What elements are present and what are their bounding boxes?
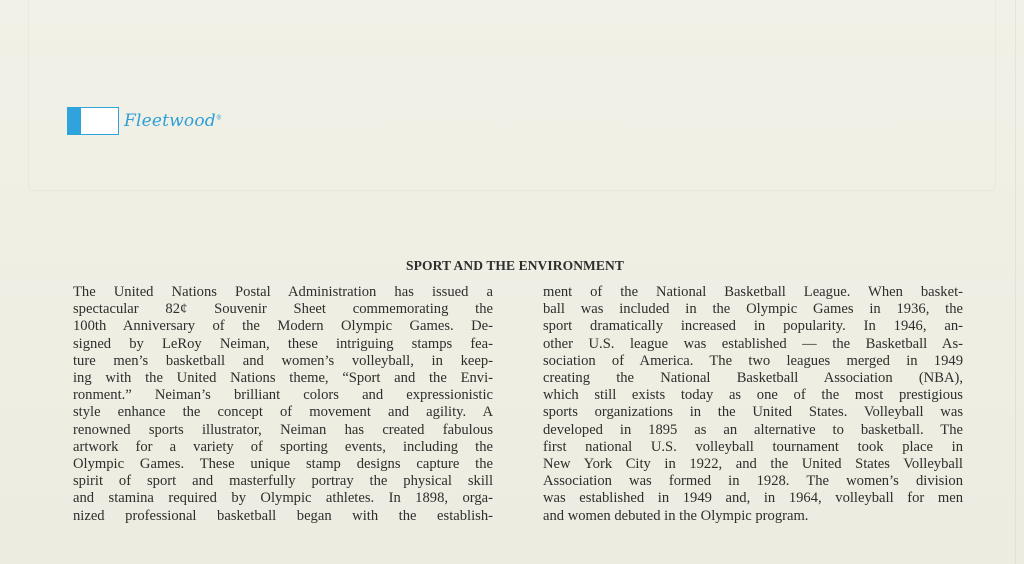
article-line: signed by LeRoy Neiman, these intriguing stamps fea- [73, 335, 493, 352]
article-line: ball was included in the Olympic Games in 1936, the [543, 301, 963, 318]
article-line: artwork for a variety of sporting events, including the [73, 438, 493, 455]
article-line: renowned sports illustrator, Neiman has created fabulous [73, 421, 493, 438]
article-line: ment of the National Basketball League. When basket- [543, 284, 963, 300]
article-line: nized professional basketball began with the establish- [73, 507, 493, 524]
article-line: developed in 1895 as an alternative to basketball. The [543, 421, 963, 438]
article-line: spirit of sport and masterfully portray the physical skill [73, 473, 493, 490]
article-line: spectacular 82¢ Souvenir Sheet commemorating the [73, 301, 493, 318]
article-line: was established in 1949 and, in 1964, volleyball for men [543, 490, 963, 507]
article-title: SPORT AND THE ENVIRONMENT [406, 258, 624, 273]
article-line: Olympic Games. These unique stamp designs capture the [73, 456, 493, 473]
article-line: sport dramatically increased in popularity. In 1946, an- [543, 318, 963, 335]
logo-brand-text: Fleetwood [124, 111, 216, 131]
article-column-right [543, 284, 963, 525]
article-line: first national U.S. volleyball tournament took place in [543, 438, 963, 455]
logo-wordmark [124, 111, 222, 131]
article-line: other U.S. league was established — the Basketball As- [543, 335, 963, 352]
article-column-left [73, 284, 493, 525]
article-line: Association was formed in 1928. The women’s division [543, 473, 963, 490]
article-line: 100th Anniversary of the Modern Olympic Games. De- [73, 318, 493, 335]
logo-mark-icon [67, 107, 119, 135]
logo-registered-mark: ® [215, 114, 223, 122]
article-line: ing with the United Nations theme, “Sport and the Envi- [73, 370, 493, 387]
article-line: and women debuted in the Olympic program. [543, 507, 809, 524]
article-line: which still exists today as one of the most prestigious [543, 387, 963, 404]
article-line: style enhance the concept of movement and agility. A [73, 404, 493, 421]
fleetwood-logo [67, 107, 222, 135]
article-line: sports organizations in the United States. Volleyball was [543, 404, 963, 421]
article-line: and stamina required by Olympic athletes. In 1898, orga- [73, 490, 493, 507]
article-line: New York City in 1922, and the United States Volleyball [543, 456, 963, 473]
article-line: sociation of America. The two leagues merged in 1949 [543, 352, 963, 369]
envelope-edge [1015, 0, 1016, 564]
article-line: ture men’s basketball and women’s volleyball, in keep- [73, 352, 493, 369]
article-line: ronment.” Neiman’s brilliant colors and expressionistic [73, 387, 493, 404]
article-line: The United Nations Postal Administration has issued a [73, 284, 493, 300]
envelope-flap [28, 0, 996, 191]
article-line: creating the National Basketball Association (NBA), [543, 370, 963, 387]
